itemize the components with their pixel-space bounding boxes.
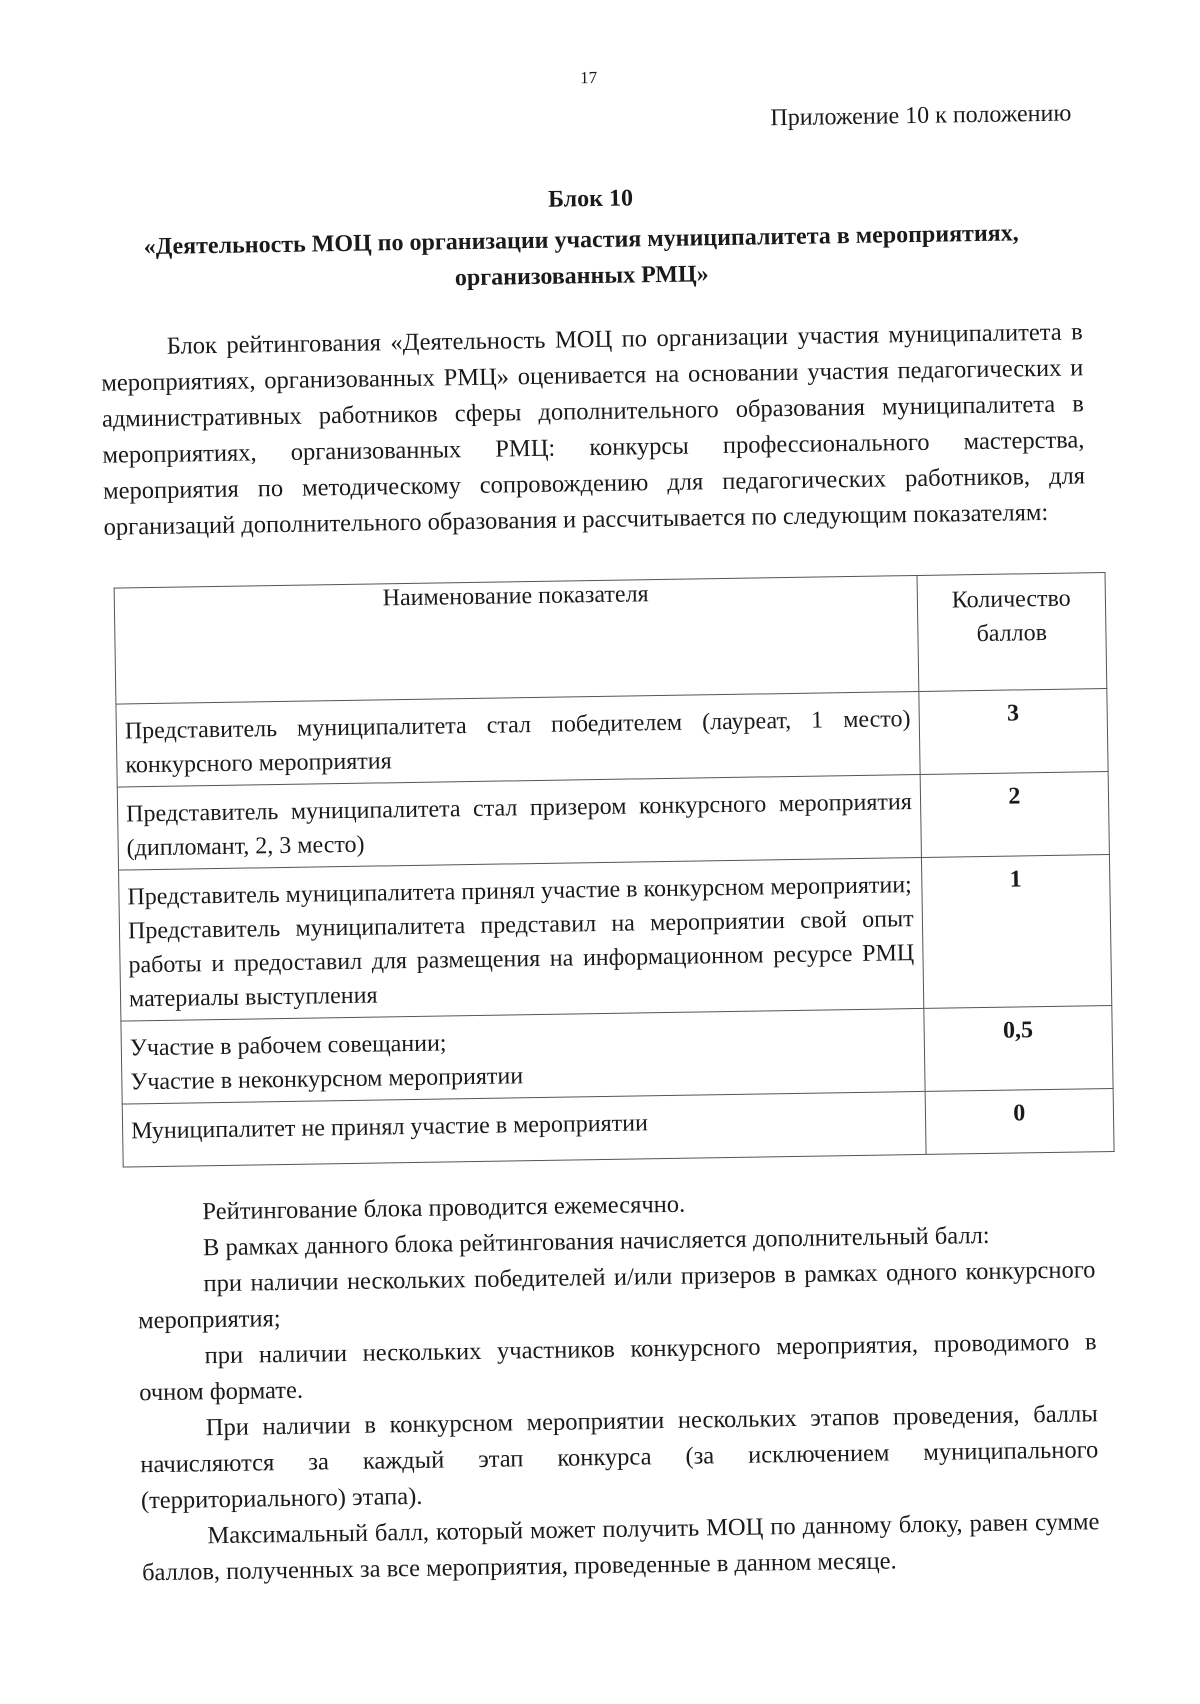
closing-text	[136, 1180, 1100, 1591]
indicator-score: 3	[919, 689, 1109, 775]
page-number: 17	[580, 67, 598, 88]
closing-paragraph: при наличии нескольких участников конкурсного мероприятия, проводимого в очном формате.	[139, 1328, 1097, 1407]
closing-paragraph: В рамках данного блока рейтингования начисляется дополнительный балл:	[202, 1221, 990, 1262]
header-score: Количество баллов	[917, 573, 1107, 692]
intro-paragraph: Блок рейтингования «Деятельность МОЦ по организации участия муниципалитета в мероприятиях, организованных РМЦ» оценивается на основании участия педагогических и административных работников сферы дополнительного образования муниципалитета в мероприятиях, организованных РМЦ: конкурсы профессионального мастерства, мероприятия по методическому сопровождению для педагогических работников, для организаций дополнительного образования и рассчитывается по следующим показателям:	[101, 318, 1086, 541]
indicator-line: Представитель муниципалитета стал победителем (лауреат, 1 место) конкурсного мероприятия	[124, 706, 911, 779]
block-subtitle: «Деятельность МОЦ по организации участия муниципалитета в мероприятиях, организованных РМЦ»	[143, 220, 1019, 292]
indicator-line: Муниципалитет не принял участие в мероприятии	[130, 1110, 649, 1145]
closing-paragraph: Рейтингование блока проводится ежемесячно.	[202, 1190, 686, 1226]
indicator-line: Участие в неконкурсном мероприятии	[130, 1063, 524, 1096]
indicator-name	[122, 1091, 926, 1167]
indicator-line: Представитель муниципалитета стал призером конкурсного мероприятия (дипломант, 2, 3 место)	[125, 789, 912, 862]
closing-paragraph: при наличии нескольких победителей и/или призеров в рамках одного конкурсного мероприятия;	[137, 1256, 1096, 1335]
table-header-row	[114, 573, 1107, 705]
indicators-table	[114, 572, 1115, 1168]
indicator-name	[119, 857, 924, 1021]
closing-paragraph: При наличии в конкурсном мероприятии нескольких этапов проведения, баллы начисляются за каждый этап конкурса (за исключением муниципального (территориального) этапа).	[140, 1400, 1099, 1515]
indicator-name	[121, 1008, 925, 1104]
indicator-score: 0,5	[924, 1005, 1114, 1091]
indicator-line: Участие в рабочем совещании;	[129, 1030, 447, 1062]
appendix-label: Приложение 10 к положению	[770, 100, 1072, 132]
indicator-score: 0	[925, 1088, 1114, 1154]
indicator-score: 2	[920, 772, 1110, 858]
indicator-line: Представитель муниципалитета принял участие в конкурсном мероприятии;	[127, 872, 912, 911]
indicator-line: Представитель муниципалитета представил на мероприятии свой опыт работы и предоставил для размещения на информационном ресурсе РМЦ материалы выступления	[127, 906, 915, 1013]
table-row	[119, 855, 1112, 1022]
closing-paragraph: Максимальный балл, который может получить МОЦ по данному блоку, равен сумме баллов, полученных за все мероприятия, проведенные в данном месяце.	[141, 1508, 1100, 1587]
indicator-score: 1	[921, 855, 1112, 1009]
table-row	[116, 689, 1108, 788]
header-indicator-name: Наименование показателя	[114, 575, 918, 704]
indicator-name	[117, 774, 921, 870]
table-row	[117, 772, 1109, 871]
table-row	[121, 1005, 1113, 1104]
block-title: Блок 10	[547, 185, 634, 213]
indicator-name	[116, 691, 920, 787]
